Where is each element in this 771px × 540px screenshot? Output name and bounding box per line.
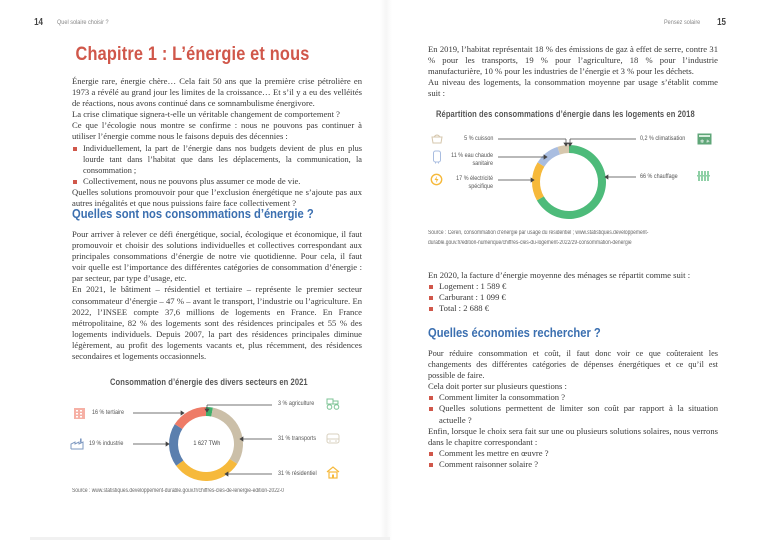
section-heading: Quelles économies rechercher ? xyxy=(428,325,601,340)
donut-center-label: 1 627 TWh xyxy=(193,440,221,447)
air-conditioner-icon xyxy=(697,133,712,145)
donut-slice-residentiel xyxy=(176,459,237,481)
cooking-pot-icon xyxy=(430,133,444,144)
sector-donut-chart xyxy=(0,0,385,540)
tractor-icon xyxy=(326,398,340,410)
donut-slices xyxy=(532,145,606,219)
left-page xyxy=(0,0,385,540)
label-eau-chaude: 11 % eau chaude sanitaire xyxy=(451,152,493,167)
donut-slice-transports xyxy=(211,408,243,464)
bullet-item: Collectivement, nous ne pouvons plus assumer ce mode de vie. xyxy=(72,176,362,187)
paragraph: Quelles solutions promouvoir pour que l’exclusion énergétique ne s’ajoute pas aux autres inégalités et que nous puissions faire face collectivement ? xyxy=(72,186,362,209)
bullet-list xyxy=(428,448,718,470)
bullet-list xyxy=(428,392,718,425)
bullet-item: Total : 2 688 € xyxy=(428,303,718,314)
label-transports: 31 % transports xyxy=(278,435,317,442)
house-icon xyxy=(326,466,340,479)
power-plug-icon xyxy=(430,173,443,186)
section-text xyxy=(428,348,718,470)
paragraph: Pour arriver à relever ce défi énergétique, social, écologique et économique, il faut promouvoir et choisir des solutions individuelles et collectives correspondant aux principales consommations d’énergie de notre vie quotidienne. Pour cela, il faut voir quelle est l’importance des différentes catégories de consommation d’énergie : par secteur, par type d’usage, etc. xyxy=(72,229,362,284)
bullet-item: Carburant : 1 099 € xyxy=(428,292,718,303)
page-number: 14 xyxy=(34,17,44,28)
running-head: Pensez solaire xyxy=(664,19,701,26)
paragraph: La crise climatique signera-t-elle un véritable changement de comportement ? xyxy=(72,109,340,120)
bullet-item: Comment limiter la consommation ? xyxy=(428,392,718,403)
paragraph: En 2021, le bâtiment – résidentiel et tertiaire – représente le premier secteur consommateur d’énergie – 47 % – avant le transport, l’industrie ou l’agriculture. En 2022, l’INSEE compte 37,6 millions de logements en France. En France métropolitaine, 82 % des logements sont des résidences principales et 55 % des logements individuels. Depuis 2007, la part des résidences principales diminue légèrement, au profit des logements vacants et, plus récemment, des résidences secondaires et logements occasionnels. xyxy=(72,284,362,362)
page-number: 15 xyxy=(717,17,727,28)
radiator-icon xyxy=(697,170,710,182)
chart-title: Répartition des consommations d’énergie dans les logements en 2018 xyxy=(436,109,695,119)
donut-slice-electricite-specifique xyxy=(532,162,544,200)
bullet-item: Quelles solutions permettent de limiter son coût par rapport à la situation actuelle ? xyxy=(428,403,718,425)
office-building-icon xyxy=(73,407,86,420)
paragraph: Enfin, lorsque le choix sera fait sur une ou plusieurs solutions solaires, nous verrons dans le chapitre correspondant : xyxy=(428,425,718,447)
paragraph: Cela doit porter sur plusieurs questions : xyxy=(428,381,567,392)
paragraph: Pour réduire consommation et coût, il faut donc voir ce que coûteraient les changements des différentes catégories de dépenses énergétiques et ce qu’il est possible de faire. xyxy=(428,349,718,381)
paragraph: Énergie rare, énergie chère… Cela fait 50 ans que la première crise pétrolière en 1973 a révélé au grand jour les limites de la croissance… Et s’il y a eu des velléités de réactions, nous avons continué dans ce somnambulisme énergivore. xyxy=(72,76,362,109)
chapter-title: Chapitre 1 : L’énergie et nous xyxy=(75,44,310,65)
bill-text xyxy=(428,270,718,314)
donut-slice-tertiaire xyxy=(175,407,206,429)
paragraph: En 2019, l’habitat représentait 18 % des émissions de gaz à effet de serre, contre 31 % pour les transports, 19 % pour l’agriculture, 18 % pour l’industrie manufacturière, 10 % pour les industries de l’énergie et 3 % pour les déchets. xyxy=(428,44,718,77)
right-page xyxy=(386,0,771,540)
chart-source: Source : www.statistiques.developpement-durable.gouv.fr/chiffres-cles-de-lenergie-edition-2022-0 xyxy=(72,488,285,494)
label-climatisation: 0,2 % climatisation xyxy=(640,135,686,142)
bullet-item: Individuellement, la part de l’énergie dans nos budgets devient de plus en plus lourde tant dans l’habitat que dans les déplacements, la communication, la consommation ; xyxy=(72,143,362,176)
label-tertiaire: 16 % tertiaire xyxy=(92,409,125,416)
paragraph: Au niveau des logements, la consommation moyenne par usage s’établit comme suit : xyxy=(428,77,718,99)
factory-icon xyxy=(70,438,85,450)
arrow-head xyxy=(166,442,169,446)
bullet-item: Comment raisonner solaire ? xyxy=(428,459,718,470)
arrow-head xyxy=(181,411,184,415)
paragraph: Ce que l’écologie nous montre se confirme : nous ne pouvons pas continuer à utiliser l’énergie comme nous le faisons depuis des décennies : xyxy=(72,120,362,142)
water-heater-icon xyxy=(432,150,442,164)
donut-slice-industrie xyxy=(169,424,183,466)
label-cuisson: 5 % cuisson xyxy=(463,135,493,142)
bullet-item: Logement : 1 589 € xyxy=(428,281,718,292)
label-chauffage: 66 % chauffage xyxy=(640,173,678,180)
label-industrie: 19 % industrie xyxy=(89,440,124,447)
running-head: Quel solaire choisir ? xyxy=(57,19,109,26)
svg-text:❄ ☀: ❄ ☀ xyxy=(700,139,711,145)
bullet-list xyxy=(428,281,718,314)
paragraph: En 2020, la facture d’énergie moyenne des ménages se répartit comme suit : xyxy=(428,270,691,280)
label-electricite: 17 % électricité spécifique xyxy=(456,175,493,190)
bus-icon xyxy=(326,433,340,445)
chart-title: Consommation d’énergie des divers secteurs en 2021 xyxy=(110,377,308,387)
section-heading: Quelles sont nos consommations d’énergie ? xyxy=(72,206,314,221)
label-agriculture: 3 % agriculture xyxy=(278,400,315,407)
chart-source-line-2: durable.gouv.fr/edition-numerique/chiffres-cles-du-logement-2022/29-consommation-denergie xyxy=(428,240,632,246)
label-residentiel: 31 % résidentiel xyxy=(278,470,317,477)
bullet-item: Comment les mettre en œuvre ? xyxy=(428,448,718,459)
chart-source-line-1: Source : Ceren, consommation d’énergie par usage du résidentiel ; www.statistiques.developpement- xyxy=(428,230,649,236)
